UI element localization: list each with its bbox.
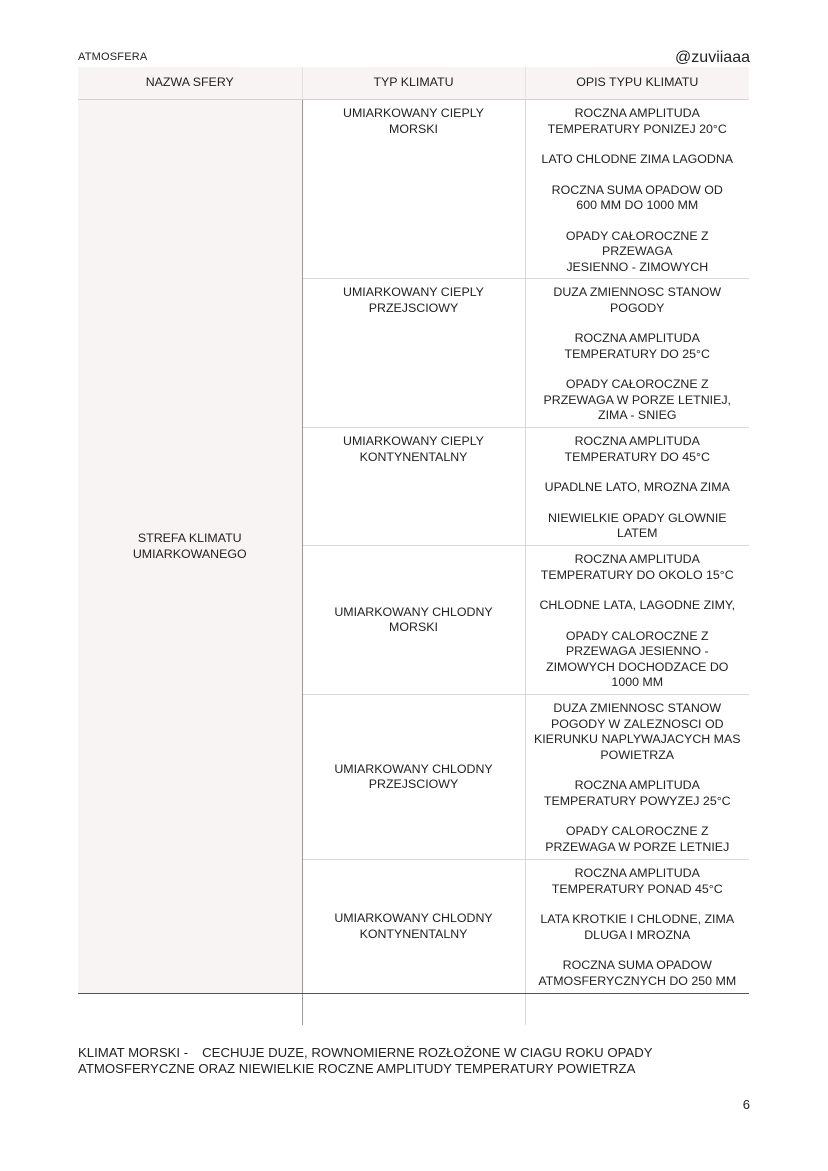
empty-cell — [78, 994, 302, 1026]
description-line: CHLODNE LATA, LAGODNE ZIMY, — [539, 598, 736, 612]
climate-type-cell — [302, 546, 525, 695]
climate-type-line: UMIARKOWANY CIEPLY — [343, 285, 484, 299]
climate-type-line: MORSKI — [389, 121, 438, 136]
climate-type-line: PRZEJSCIOWY — [368, 777, 459, 791]
empty-cell — [302, 994, 525, 1026]
column-header-sphere: NAZWA SFERY — [78, 67, 302, 100]
description-paragraph — [534, 958, 742, 989]
column-header-type: TYP KLIMATU — [302, 67, 525, 100]
description-line: OPADY CALOROCZNE Z — [565, 824, 709, 838]
description-paragraph — [534, 912, 742, 943]
description-line: ROCZNA AMPLITUDA — [574, 106, 700, 120]
footnote-line: ATMOSFERYCZNE ORAZ NIEWIELKIE ROCZNE AMPLITUDY TEMPERATURY POWIETRZA — [78, 1061, 636, 1076]
climate-type-line: PRZEJSCIOWY — [368, 300, 459, 315]
climate-type-line: KONTYNENTALNY — [359, 926, 468, 941]
description-line: OPADY CAŁOROCZNE Z — [565, 377, 709, 391]
climate-type-line: UMIARKOWANY CHLODNY — [334, 604, 493, 619]
climate-type-line: UMIARKOWANY CHLODNY — [334, 761, 493, 776]
empty-cell — [525, 994, 749, 1026]
climate-type-cell — [302, 279, 525, 428]
description-paragraph — [534, 377, 742, 424]
climate-description-cell — [525, 428, 749, 546]
description-line: PRZEWAGA — [602, 244, 673, 258]
footnote-term: KLIMAT MORSKI - — [78, 1045, 189, 1060]
column-header-description: OPIS TYPU KLIMATU — [525, 67, 749, 100]
description-line: ZIMA - SNIEG — [598, 408, 677, 422]
description-line: TEMPERATURY PONAD 45°C — [551, 881, 723, 896]
description-paragraph — [534, 866, 742, 897]
description-line: ROCZNA AMPLITUDA — [574, 778, 700, 792]
author-handle: @zuviiaaa — [675, 49, 750, 66]
description-paragraph — [534, 331, 742, 362]
description-line: OPADY CAŁOROCZNE Z — [565, 228, 709, 243]
climate-type-line: UMIARKOWANY CHLODNY — [334, 911, 493, 925]
description-line: ROCZNA AMPLITUDA — [574, 552, 700, 566]
empty-table-row — [78, 994, 749, 1026]
description-line: 600 MM DO 1000 MM — [576, 198, 699, 212]
description-line: ROCZNA SUMA OPADOW OD — [551, 182, 723, 197]
description-paragraph — [534, 229, 742, 276]
description-line: TEMPERATURY DO 45°C — [564, 449, 710, 464]
climate-type-cell — [302, 100, 525, 279]
climate-description-cell — [525, 695, 749, 860]
description-paragraph — [534, 152, 742, 168]
description-paragraph — [534, 511, 742, 542]
climate-description-cell — [525, 546, 749, 695]
table-header-row — [78, 67, 749, 100]
document-topic: ATMOSFERA — [78, 51, 148, 63]
description-line: NIEWIELKIE OPADY GLOWNIE — [547, 510, 727, 525]
description-paragraph — [534, 778, 742, 809]
climate-type-cell — [302, 860, 525, 994]
description-paragraph — [534, 629, 742, 691]
description-paragraph — [534, 552, 742, 583]
description-line: ROCZNA SUMA OPADOW — [562, 958, 712, 972]
description-line: PRZEWAGA W PORZE LETNIEJ, — [543, 392, 731, 407]
description-line: ZIMOWYCH DOCHODZACE DO — [546, 659, 729, 674]
page-number: 6 — [742, 1097, 750, 1112]
description-line: LATEM — [617, 526, 658, 540]
description-line: ROCZNA AMPLITUDA — [574, 331, 700, 345]
climate-description-cell — [525, 860, 749, 994]
description-line: DLUGA I MROZNA — [584, 927, 691, 942]
description-line: POGODY — [610, 300, 665, 315]
description-line: ATMOSFERYCZNYCH DO 250 MM — [538, 973, 737, 988]
climate-type-line: UMIARKOWANY CIEPLY — [343, 434, 484, 448]
footnote-text: CECHUJE DUZE, ROWNOMIERNE ROZŁOŻONE W CIAGU ROKU OPADY — [202, 1045, 653, 1060]
table-row — [78, 100, 749, 279]
description-paragraph — [534, 701, 742, 763]
climate-table — [78, 67, 749, 1025]
description-line: JESIENNO - ZIMOWYCH — [566, 259, 709, 274]
footnote-line — [78, 1045, 653, 1061]
description-line: OPADY CALOROCZNE Z — [565, 628, 709, 643]
description-paragraph — [534, 598, 742, 614]
description-line: KIERUNKU NAPLYWAJACYCH MAS — [533, 732, 741, 746]
description-line: LATA KROTKIE I CHLODNE, ZIMA — [540, 912, 735, 926]
description-line: TEMPERATURY PONIZEJ 20°C — [547, 121, 727, 136]
description-line: UPADLNE LATO, MROZNA ZIMA — [544, 480, 730, 494]
sphere-name-line: STREFA KLIMATU — [137, 531, 242, 545]
description-line: DUZA ZMIENNOSC STANOW — [553, 285, 722, 299]
sphere-cell — [78, 100, 302, 994]
description-line: LATO CHLODNE ZIMA LAGODNA — [541, 152, 734, 166]
description-line: TEMPERATURY POWYZEJ 25°C — [543, 793, 731, 808]
description-line: 1000 MM — [611, 675, 664, 689]
climate-description-cell — [525, 100, 749, 279]
description-paragraph — [534, 183, 742, 214]
description-paragraph — [534, 480, 742, 496]
climate-description-cell — [525, 279, 749, 428]
description-paragraph — [534, 285, 742, 316]
description-line: POGODY W ZALEZNOSCI OD — [550, 716, 724, 731]
footnote — [78, 1045, 653, 1077]
description-line: PRZEWAGA JESIENNO - — [565, 644, 709, 658]
description-line: TEMPERATURY DO OKOLO 15°C — [540, 567, 734, 582]
description-line: TEMPERATURY DO 25°C — [564, 346, 710, 361]
description-line: DUZA ZMIENNOSC STANOW — [553, 701, 722, 715]
description-line: ROCZNA AMPLITUDA — [574, 866, 700, 880]
climate-type-line: KONTYNENTALNY — [359, 449, 468, 464]
description-line: ROCZNA AMPLITUDA — [574, 434, 700, 448]
description-paragraph — [534, 434, 742, 465]
description-line: POWIETRZA — [600, 747, 675, 762]
climate-type-cell — [302, 428, 525, 546]
climate-type-cell — [302, 695, 525, 860]
description-paragraph — [534, 824, 742, 855]
description-line: PRZEWAGA W PORZE LETNIEJ — [545, 839, 730, 854]
climate-type-line: MORSKI — [389, 620, 438, 634]
sphere-name-line: UMIARKOWANEGO — [132, 546, 247, 561]
climate-type-line: UMIARKOWANY CIEPLY — [343, 106, 484, 120]
description-paragraph — [534, 106, 742, 137]
